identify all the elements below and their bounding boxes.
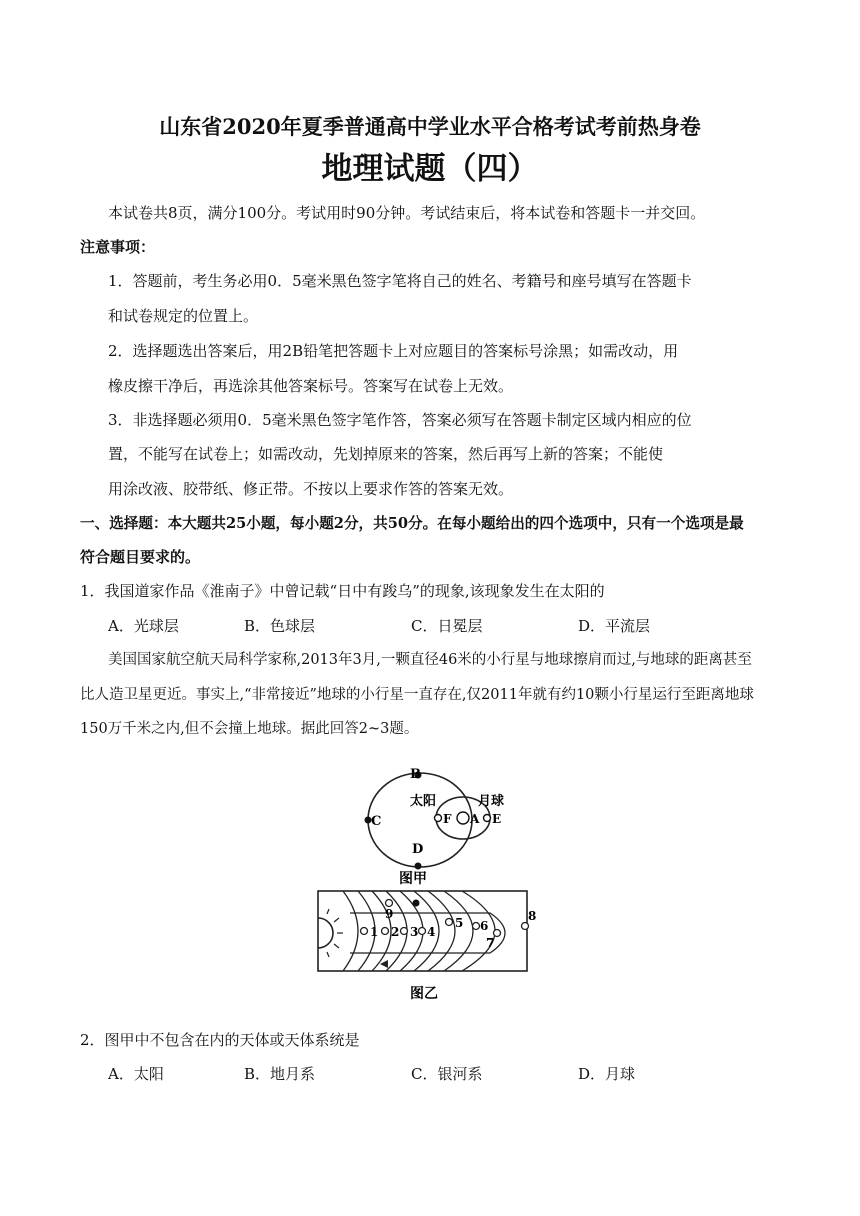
q1-option-d: D．平流层: [578, 617, 651, 635]
passage-line-1: 美国国家航空航天局科学家称,2013年3月,一颗直径46米的小行星与地球擦肩而过,与地球的距离甚至: [108, 652, 752, 668]
section-1-heading-line-2: 符合题目要求的。: [80, 548, 201, 566]
notice-item-1-line-2: 和试卷规定的位置上。: [108, 307, 259, 325]
label-5: 5: [455, 916, 464, 930]
passage-line-3: 150万千米之内,但不会撞上地球。据此回答2~3题。: [80, 721, 419, 737]
label-4: 4: [427, 925, 436, 939]
intro-text: 本试卷共8页，满分100分。考试用时90分钟。考试结束后，将本试卷和答题卡一并交回。: [108, 204, 706, 222]
sun-rays: [327, 909, 343, 957]
direction-arrow: [380, 960, 388, 968]
label-7: 7: [486, 936, 495, 950]
label-d: D: [412, 842, 424, 857]
q2-option-d: D．月球: [578, 1065, 636, 1083]
label-moon: 月球: [478, 794, 505, 809]
q1-option-c: C．日冕层: [411, 617, 483, 635]
label-b: B: [410, 767, 421, 782]
sun-icon: [318, 918, 333, 948]
question-1-stem: 1．我国道家作品《淮南子》中曾记载“日中有踆乌”的现象,该现象发生在太阳的: [80, 582, 605, 600]
exam-subtitle: 地理试题（四）: [321, 151, 539, 187]
label-3: 3: [410, 925, 419, 939]
q2-option-b: B．地月系: [244, 1065, 316, 1083]
dark-body: [413, 900, 420, 907]
label-6: 6: [480, 919, 489, 933]
label-a: A: [470, 812, 480, 826]
label-9: 9: [385, 907, 394, 921]
caption-yi: 图乙: [410, 986, 438, 1002]
label-2: 2: [391, 925, 400, 939]
passage-line-2: 比人造卫星更近。事实上,“非常接近”地球的小行星一直存在,仅2011年就有约10颗小行星运行至距离地球: [80, 687, 754, 703]
label-e: E: [492, 812, 502, 826]
label-sun: 太阳: [410, 794, 437, 809]
label-c: C: [371, 814, 382, 829]
label-f: F: [443, 812, 452, 826]
section-1-heading-line-1: 一、选择题：本大题共25小题，每小题2分，共50分。在每小题给出的四个选项中，只有一个选项是最: [80, 515, 744, 532]
caption-jia: 图甲: [399, 871, 427, 887]
q1-option-a: A．光球层: [108, 617, 179, 635]
notice-item-2-line-2: 橡皮擦干净后，再选涂其他答案标号。答案写在试卷上无效。: [108, 377, 514, 395]
notice-item-3-line-2: 置，不能写在试卷上；如需改动，先划掉原来的答案，然后再写上新的答案；不能使: [108, 445, 664, 463]
label-8: 8: [528, 909, 537, 923]
question-2-stem: 2．图甲中不包含在内的天体或天体系统是: [80, 1031, 360, 1049]
notice-item-2-line-1: 2．选择题选出答案后，用2B铅笔把答题卡上对应题目的答案标号涂黑；如需改动，用: [108, 342, 679, 360]
label-1: 1: [370, 925, 379, 939]
q2-option-c: C．银河系: [411, 1065, 483, 1083]
notice-item-1-line-1: 1．答题前，考生务必用0．5毫米黑色签字笔将自己的姓名、考籍号和座号填写在答题卡: [108, 272, 692, 290]
notice-item-3-line-1: 3．非选择题必须用0．5毫米黑色签字笔作答，答案必须写在答题卡制定区域内相应的位: [108, 411, 692, 429]
notice-item-3-line-3: 用涂改液、胶带纸、修正带。不按以上要求作答的答案无效。: [108, 480, 514, 498]
q2-option-a: A．太阳: [108, 1065, 164, 1083]
notice-heading: 注意事项：: [80, 238, 156, 256]
q1-option-b: B．色球层: [244, 617, 316, 635]
exam-title: 山东省2020年夏季普通高中学业水平合格考试考前热身卷: [159, 114, 701, 139]
